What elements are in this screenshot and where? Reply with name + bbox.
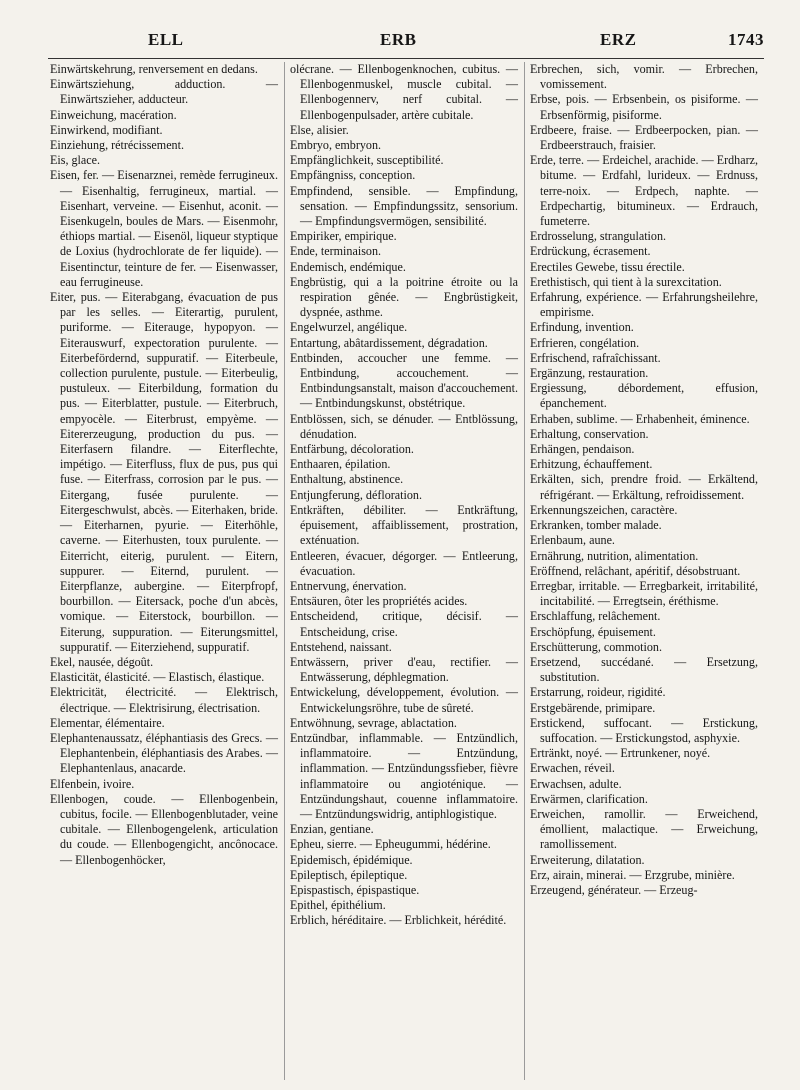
header-guide-word-left: ELL (148, 30, 184, 49)
dictionary-entry: Elementar, élémentaire. (50, 715, 165, 730)
dictionary-entry: Eisen, fer. — Eisenarznei, remède ferrugineux. — Eisenhaltig, ferrugineux, martial. — Eisenhart, verveine. — Eisenhut, aconit. — Eisenkugeln, boules de Mars. — Eisenmohr, éthiops martial. — Eisenöl, liqueur styptique de Loxius (hydrochlorate de fer liquide). — Eisentinctur, teinture de fer. — Eisenwasser, eau ferrugineuse. (50, 168, 278, 289)
dictionary-entry: Erzeugend, générateur. — Erzeug- (530, 882, 698, 897)
dictionary-entry: Erkennungszeichen, caractère. (530, 502, 678, 517)
dictionary-entry: Erwachsen, adulte. (530, 776, 622, 791)
dictionary-entry: Ekel, nausée, dégoût. (50, 654, 154, 669)
dictionary-entry: Erz, airain, minerai. — Erzgrube, minière. (530, 867, 735, 882)
dictionary-entry: Erkranken, tomber malade. (530, 518, 662, 533)
dictionary-entry: Erbrechen, sich, vomir. — Erbrechen, vomissement. (530, 62, 758, 92)
dictionary-entry: Einwärtskehrung, renversement en dedans. (50, 62, 258, 76)
dictionary-entry: Ergänzung, restauration. (530, 366, 649, 381)
dictionary-entry: Ersetzend, succédané. — Ersetzung, substitution. (530, 654, 758, 685)
dictionary-entry: Erschlaffung, relâchement. (530, 609, 661, 624)
dictionary-entry: Entsäuren, ôter les propriétés acides. (290, 594, 468, 609)
dictionary-entry: Endemisch, endémique. (290, 259, 406, 274)
dictionary-entry: Entjungferung, défloration. (290, 487, 422, 502)
dictionary-entry: Epithel, épithélium. (290, 898, 386, 913)
dictionary-entry: Else, alisier. (290, 122, 349, 137)
dictionary-entry: Erstickend, suffocant. — Erstickung, suffocation. — Erstickungstod, asphyxie. (530, 715, 758, 745)
dictionary-entry: Erweiterung, dilatation. (530, 852, 645, 867)
dictionary-entry: Erfrieren, congélation. (530, 335, 640, 350)
dictionary-entry: Entkräften, débiliter. — Entkräftung, épuisement, affaiblissement, prostration, exténuation. (290, 502, 518, 548)
dictionary-entry: Ende, terminaison. (290, 244, 382, 259)
dictionary-entry: Enthaltung, abstinence. (290, 472, 404, 487)
dictionary-entry: Epidemisch, épidémique. (290, 852, 413, 867)
dictionary-entry: Einweichung, macération. (50, 107, 177, 122)
dictionary-entry: Ellenbogen, coude. — Ellenbogenbein, cubitus, focile. — Ellenbogenblutader, veine cubitale. — Ellenbogengelenk, articulation du coude. — Ellenbogengicht, ancônocace. — Ellenbogenhöcker, (50, 791, 278, 867)
dictionary-entry: Entblössen, sich, se dénuder. — Entblössung, dénudation. (290, 411, 518, 441)
dictionary-entry: Elektricität, électricité. — Elektrisch, électrique. — Elektrisirung, électrisation. (50, 685, 278, 715)
dictionary-entry: Erregbar, irritable. — Erregbarkeit, irritabilité, incitabilité. — Erregtsein, éréthisme. (530, 578, 758, 609)
dictionary-entry: Engbrüstig, qui a la poitrine étroite ou la respiration gênée. — Engbrüstigkeit, dyspnée, asthme. (290, 274, 518, 320)
dictionary-entry: Entwöhnung, sevrage, ablactation. (290, 715, 457, 730)
dictionary-entry: Erdrosselung, strangulation. (530, 229, 667, 244)
dictionary-entry: Empiriker, empirique. (290, 229, 397, 244)
running-header (48, 26, 764, 56)
dictionary-entry: Entnervung, énervation. (290, 578, 407, 593)
dictionary-entry: Erwachen, réveil. (530, 761, 615, 776)
dictionary-entry: Ergiessung, débordement, effusion, épanchement. (530, 381, 758, 411)
dictionary-entry: Enzian, gentiane. (290, 822, 374, 837)
dictionary-entry: Erhaben, sublime. — Erhabenheit, éminence. (530, 411, 750, 426)
dictionary-entry: Entwässern, priver d'eau, rectifier. — Entwässerung, déphlegmation. (290, 654, 518, 685)
dictionary-entry: Einwirkend, modifiant. (50, 122, 163, 137)
header-guide-word-right: ERZ (600, 30, 637, 49)
dictionary-entry: Erschütterung, commotion. (530, 639, 662, 654)
dictionary-entry: Ertränkt, noyé. — Ertrunkener, noyé. (530, 746, 711, 761)
dictionary-entry: Erstarrung, roideur, rigidité. (530, 685, 666, 700)
dictionary-entry: Elasticität, élasticité. — Elastisch, élastique. (50, 670, 265, 685)
column-3 (530, 62, 758, 898)
dictionary-entry: Eröffnend, relâchant, apéritif, désobstruant. (530, 563, 741, 578)
header-guide-word-middle: ERB (380, 30, 417, 49)
dictionary-entry: Einziehung, rétrécissement. (50, 138, 184, 153)
dictionary-entry: Erfindung, invention. (530, 320, 634, 335)
dictionary-entry: Entwickelung, développement, évolution. — Entwickelungsröhre, tube de sûreté. (290, 685, 518, 715)
column-2 (290, 62, 518, 929)
dictionary-entry: Erdrückung, écrasement. (530, 244, 651, 259)
dictionary-entry: Erlenbaum, aune. (530, 533, 615, 548)
dictionary-entry: Erethistisch, qui tient à la surexcitation. (530, 274, 722, 289)
dictionary-entry: Eis, glace. (50, 153, 101, 168)
dictionary-entry: Erweichen, ramollir. — Erweichend, émollient, malactique. — Erweichung, ramollissement. (530, 806, 758, 852)
dictionary-entry: Elfenbein, ivoire. (50, 776, 135, 791)
dictionary-entry: Erschöpfung, épuisement. (530, 624, 656, 639)
dictionary-entry: Entstehend, naissant. (290, 639, 392, 654)
dictionary-entry: Erblich, héréditaire. — Erblichkeit, hérédité. (290, 913, 507, 928)
dictionary-entry: Entartung, abâtardissement, dégradation. (290, 335, 488, 350)
dictionary-entry: Erhitzung, échauffement. (530, 457, 653, 472)
dictionary-entry: Entfärbung, décoloration. (290, 442, 414, 457)
dictionary-entry: Engelwurzel, angélique. (290, 320, 408, 335)
dictionary-entry: Erkälten, sich, prendre froid. — Erkältend, réfrigérant. — Erkältung, refroidissement. (530, 472, 758, 502)
dictionary-entry: Entzündbar, inflammable. — Entzündlich, inflammatoire. — Entzündung, inflammation. — Entzündungssfieber, fièvre inflammatoire ou angioténique. — Entzündungshaut, couenne inflammatoire. — Entzündungswidrig, antiphlogistique. (290, 730, 518, 821)
dictionary-entry: Epileptisch, épileptique. (290, 867, 408, 882)
dictionary-entry: Erfrischend, rafraîchissant. (530, 350, 661, 365)
dictionary-entry: Erfahrung, expérience. — Erfahrungsheilehre, empirisme. (530, 290, 758, 320)
column-divider (284, 62, 285, 1080)
dictionary-entry: Empfängniss, conception. (290, 168, 416, 183)
dictionary-entry: Entbinden, accoucher une femme. — Entbindung, accouchement. — Entbindungsanstalt, maison d'accouchement. — Entbindungskunst, obstétrique. (290, 350, 518, 411)
dictionary-entry: Enthaaren, épilation. (290, 457, 391, 472)
dictionary-entry: Ernährung, nutrition, alimentation. (530, 548, 699, 563)
dictionary-entry: Entscheidend, critique, décisif. — Entscheidung, crise. (290, 609, 518, 639)
dictionary-entry: Elephantenaussatz, éléphantiasis des Grecs. — Elephantenbein, éléphantiasis des Arabes. — Elephantenlaus, anacarde. (50, 730, 278, 776)
dictionary-entry: Erde, terre. — Erdeichel, arachide. — Erdharz, bitume. — Erdfahl, lurideux. — Erdnuss, terre-noix. — Erdpech, naphte. — Erdpechartig, bitumineux. — Erdrauch, fumeterre. (530, 153, 758, 229)
dictionary-entry: Erbse, pois. — Erbsenbein, os pisiforme. — Erbsenförmig, pisiforme. (530, 92, 758, 122)
dictionary-entry: Erwärmen, clarification. (530, 791, 648, 806)
dictionary-entry: Erdbeere, fraise. — Erdbeerpocken, pian. — Erdbeerstrauch, fraisier. (530, 122, 758, 153)
dictionary-entry: Eiter, pus. — Eiterabgang, évacuation de pus par les selles. — Eiterartig, purulent, puriforme. — Eiterauge, hypopyon. — Eiterauswurf, expectoration purulente. — Eiterbefördernd, suppuratif. — Eiterbeule, collection purulente, pustule. — Eiterbeulig, pustuleux. — Eiterbildung, formation du pus. — Eiterblatter, pustule. — Eiterbruch, empyocèle. — Eiterbrust, empyème. — Eitererzeugung, production du pus. — Eiterfasern filandre. — Eiterflechte, impétigo. — Eiterfluss, flux de pus, pus qui fuse. — Eiterfrass, corrosion par le pus. — Eitergang, fusée purulente. — Eitergeschwulst, abcès. — Eiterhaken, bride. — Eiterharnen, pyurie. — Eiterhöhle, caverne. — Eiterhusten, toux purulente. — Eiterricht, eiterig, purulent. — Eitern, suppurer. — Eiternd, purulent. — Eiterpflanze, aubergine. — Eiterpfropf, bourbillon. — Eitersack, poche d'un abcès, vomique. — Eiterstock, bourbillon. — Eiterung, suppuration. — Eiterungsmittel, suppuratif. — Eiterziehend, suppuratif. (50, 290, 278, 654)
dictionary-entry: Epispastisch, épispastique. (290, 882, 420, 897)
header-rule (48, 58, 764, 59)
dictionary-entry: Erhängen, pendaison. (530, 442, 635, 457)
dictionary-entry: olécrane. — Ellenbogenknochen, cubitus. — Ellenbogenmuskel, muscle cubital. — Ellenbogennerv, nerf cubital. — Ellenbogenpulsader, artère cubitale. (290, 62, 518, 122)
dictionary-entry: Entleeren, évacuer, dégorger. — Entleerung, évacuation. (290, 548, 518, 578)
dictionary-entry: Erhaltung, conservation. (530, 426, 649, 441)
dictionary-entry: Epheu, sierre. — Epheugummi, hédérine. (290, 837, 491, 852)
dictionary-entry: Erstgebärende, primipare. (530, 700, 656, 715)
column-divider (524, 62, 525, 1080)
dictionary-entry: Embryo, embryon. (290, 138, 382, 153)
dictionary-entry: Empfänglichkeit, susceptibilité. (290, 153, 444, 168)
column-1 (50, 62, 278, 868)
dictionary-entry: Erectiles Gewebe, tissu érectile. (530, 259, 685, 274)
page-number: 1743 (728, 30, 764, 49)
dictionary-entry: Empfindend, sensible. — Empfindung, sensation. — Empfindungssitz, sensorium. — Empfindungsvermögen, sensibilité. (290, 183, 518, 229)
dictionary-entry: Einwärtsziehung, adduction. — Einwärtszieher, adducteur. (50, 77, 278, 107)
